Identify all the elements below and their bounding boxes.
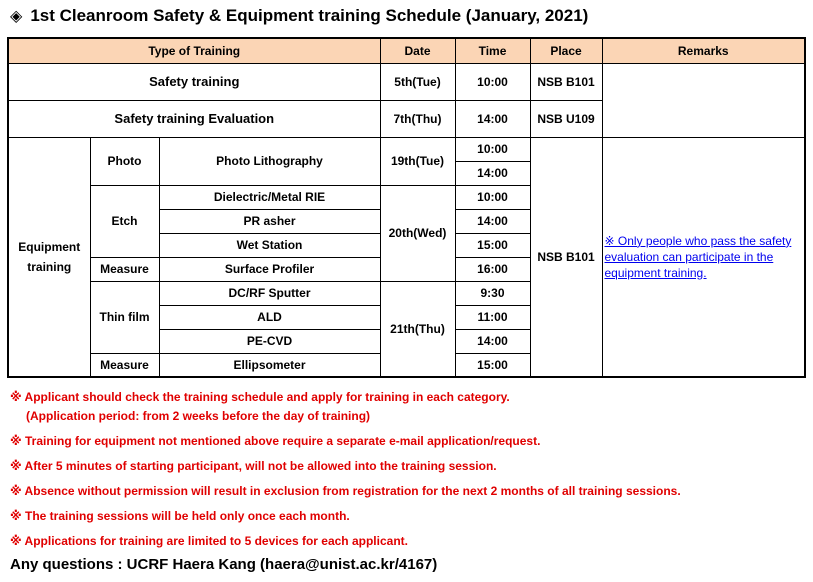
time-cell: 15:00 [455, 233, 530, 257]
item-ellipsometer: Ellipsometer [159, 353, 380, 377]
schedule-table [7, 37, 806, 378]
page-title [10, 3, 588, 29]
item-pr-asher: PR asher [159, 209, 380, 233]
note-item: ※ Applicant should check the training schedule and apply for training in each category. [10, 390, 510, 404]
safety-training-place: NSB B101 [530, 63, 602, 100]
item-pe-cvd: PE-CVD [159, 329, 380, 353]
safety-training-name: Safety training [8, 63, 380, 100]
evaluation-date: 7th(Thu) [380, 100, 455, 137]
time-cell: 11:00 [455, 305, 530, 329]
table-row [8, 137, 805, 161]
header-date: Date [380, 38, 455, 63]
evaluation-name: Safety training Evaluation [8, 100, 380, 137]
header-time: Time [455, 38, 530, 63]
table-row [8, 63, 805, 100]
note-item: ※ Applications for training are limited to 5 devices for each applicant. [10, 534, 408, 548]
diamond-icon: ◈ [10, 8, 23, 25]
item-surface-profiler: Surface Profiler [159, 257, 380, 281]
time-cell: 15:00 [455, 353, 530, 377]
evaluation-time: 14:00 [455, 100, 530, 137]
header-remarks: Remarks [602, 38, 805, 63]
time-cell: 10:00 [455, 137, 530, 161]
item-wet-station: Wet Station [159, 233, 380, 257]
equipment-place: NSB B101 [530, 137, 602, 377]
header-type: Type of Training [8, 38, 380, 63]
note-item: ※ Training for equipment not mentioned above require a separate e-mail application/request. [10, 434, 541, 448]
remarks-link[interactable]: ※ Only people who pass the safety evaluation can participate in the equipment training. [604, 233, 792, 280]
note-item: ※ Absence without permission will result in exclusion from registration for the next 2 months of all training sessions. [10, 484, 681, 498]
title-text: 1st Cleanroom Safety & Equipment training Schedule (January, 2021) [30, 6, 589, 25]
item-dielectric-rie: Dielectric/Metal RIE [159, 185, 380, 209]
note-item: ※ After 5 minutes of starting participant, will not be allowed into the training session. [10, 459, 497, 473]
time-cell: 10:00 [455, 185, 530, 209]
date-21th: 21th(Thu) [380, 281, 455, 377]
category-measure: Measure [90, 257, 159, 281]
category-etch: Etch [90, 185, 159, 257]
note-subtext: (Application period: from 2 weeks before the day of training) [26, 409, 371, 423]
time-cell: 9:30 [455, 281, 530, 305]
contact-info: Any questions : UCRF Haera Kang (haera@unist.ac.kr/4167) [10, 556, 438, 573]
notes-list [10, 387, 810, 554]
header-place: Place [530, 38, 602, 63]
time-cell: 14:00 [455, 209, 530, 233]
item-photo-lithography: Photo Lithography [159, 137, 380, 185]
table-header-row [8, 38, 805, 63]
date-19th: 19th(Tue) [380, 137, 455, 185]
time-cell: 14:00 [455, 329, 530, 353]
date-20th: 20th(Wed) [380, 185, 455, 281]
category-measure: Measure [90, 353, 159, 377]
item-ald: ALD [159, 305, 380, 329]
safety-training-time: 10:00 [455, 63, 530, 100]
safety-remarks-cell [602, 63, 805, 137]
time-cell: 16:00 [455, 257, 530, 281]
safety-training-date: 5th(Tue) [380, 63, 455, 100]
category-thin-film: Thin film [90, 281, 159, 353]
evaluation-place: NSB U109 [530, 100, 602, 137]
note-item: ※ The training sessions will be held only once each month. [10, 509, 350, 523]
item-dc-rf-sputter: DC/RF Sputter [159, 281, 380, 305]
equipment-remarks [602, 137, 805, 377]
equipment-group-label: Equipment training [8, 137, 90, 377]
time-cell: 14:00 [455, 161, 530, 185]
category-photo: Photo [90, 137, 159, 185]
